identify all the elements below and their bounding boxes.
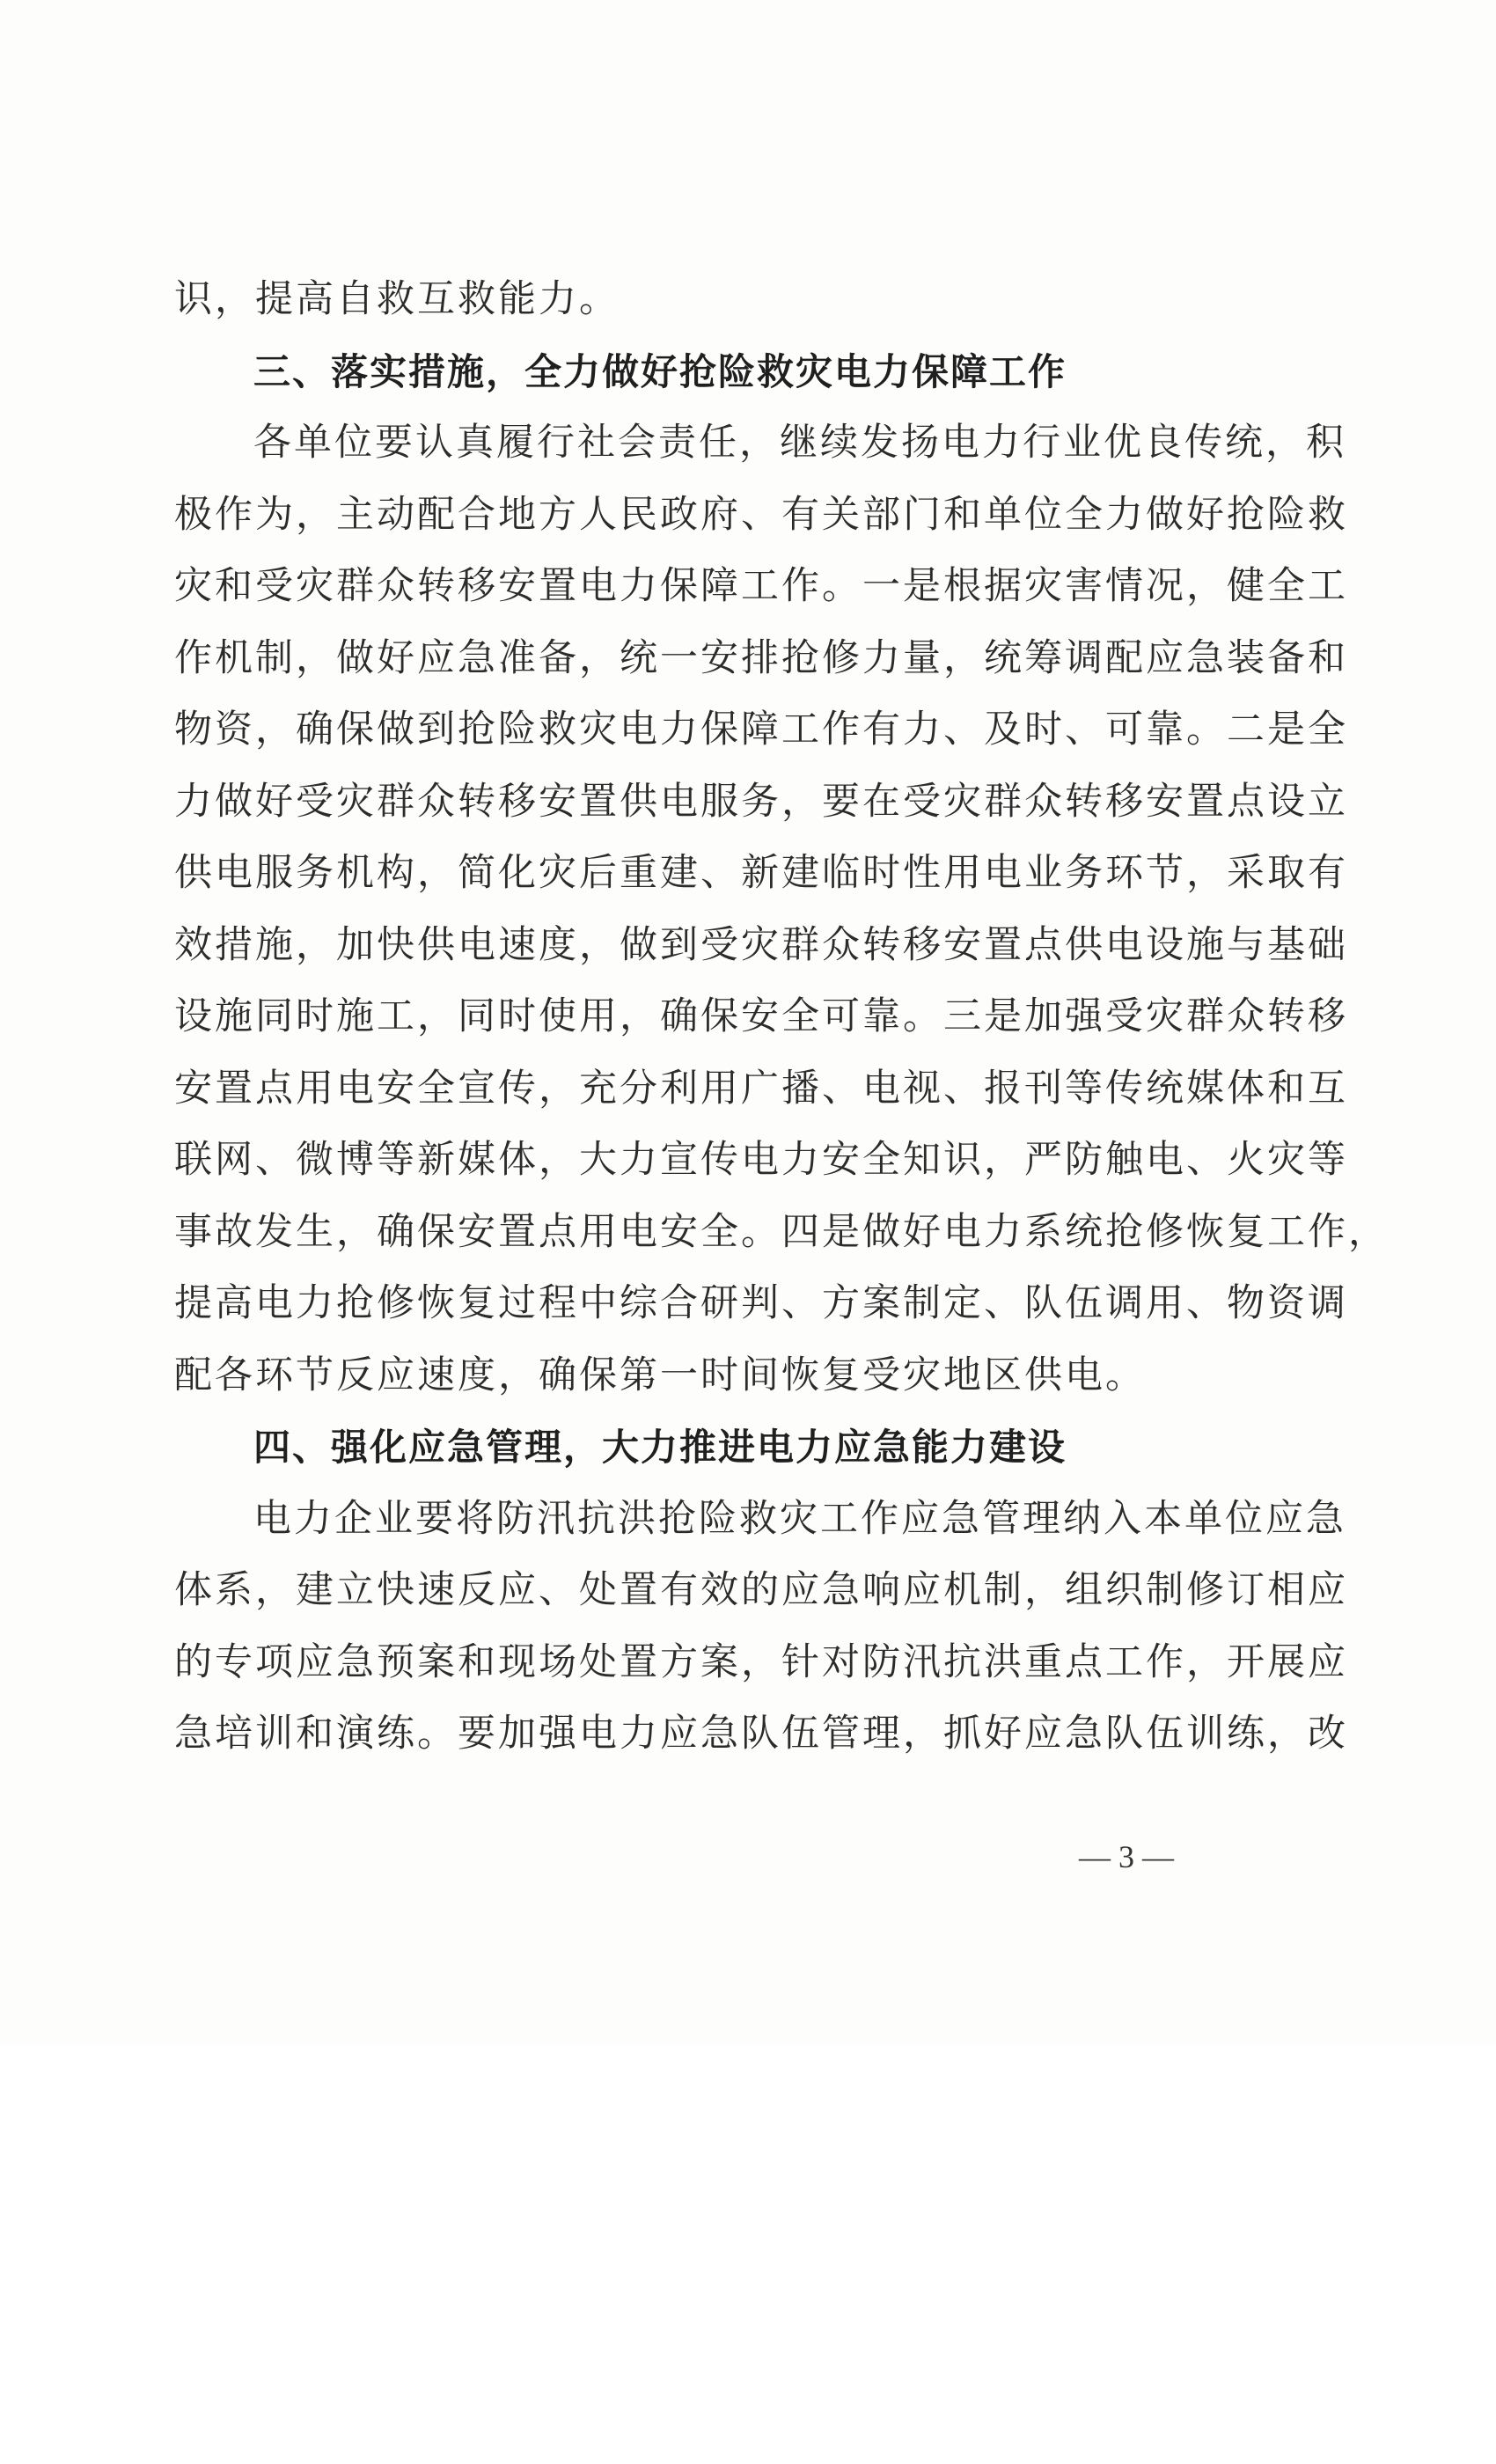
paragraph-line: 电力企业要将防汛抗洪抢险救灾工作应急管理纳入本单位应急: [253, 1496, 1346, 1541]
paragraph-line: 的专项应急预案和现场处置方案，针对防汛抗洪重点工作，开展应: [174, 1639, 1348, 1684]
paragraph-line: 各单位要认真履行社会责任，继续发扬电力行业优良传统，积: [253, 421, 1346, 465]
paragraph-line: 识，提高自救互救能力。: [174, 277, 620, 321]
paragraph-line: 效措施，加快供电速度，做到受灾群众转移安置点供电设施与基础: [174, 922, 1348, 967]
paragraph-line: 物资，确保做到抢险救灾电力保障工作有力、及时、可靠。二是全: [174, 708, 1348, 752]
paragraph-line: 急培训和演练。要加强电力应急队伍管理，抓好应急队伍训练，改: [174, 1712, 1348, 1756]
paragraph-line: 事故发生，确保安置点用电安全。四是做好电力系统抢修恢复工作，: [174, 1209, 1389, 1254]
paragraph-line: 设施同时施工，同时使用，确保安全可靠。三是加强受灾群众转移: [174, 994, 1348, 1038]
paragraph-line: 灾和受灾群众转移安置电力保障工作。一是根据灾害情况，健全工: [174, 564, 1348, 608]
paragraph-line: 作机制，做好应急准备，统一安排抢修力量，统筹调配应急装备和: [174, 635, 1348, 680]
paragraph-line: 提高电力抢修恢复过程中综合研判、方案制定、队伍调用、物资调: [174, 1281, 1348, 1325]
paragraph-line: 配各环节反应速度，确保第一时间恢复受灾地区供电。: [174, 1353, 1146, 1397]
paragraph-line: 安置点用电安全宣传，充分利用广播、电视、报刊等传统媒体和互: [174, 1066, 1348, 1111]
page-number: — 3 —: [1079, 1839, 1174, 1874]
paragraph-line: 联网、微博等新媒体，大力宣传电力安全知识，严防触电、火灾等: [174, 1138, 1348, 1182]
blank-bottom-area: [0, 2045, 1496, 2464]
paragraph-line: 极作为，主动配合地方人民政府、有关部门和单位全力做好抢险救: [174, 492, 1348, 537]
body-text: [174, 264, 1389, 1771]
paragraph-line: 力做好受灾群众转移安置供电服务，要在受灾群众转移安置点设立: [174, 779, 1348, 824]
section-heading-3: 三、落实措施，全力做好抢险救灾电力保障工作: [253, 349, 1067, 393]
section-heading-4: 四、强化应急管理，大力推进电力应急能力建设: [253, 1426, 1067, 1469]
paragraph-line: 体系，建立快速反应、处置有效的应急响应机制，组织制修订相应: [174, 1568, 1348, 1612]
paragraph-line: 供电服务机构，简化灾后重建、新建临时性用电业务环节，采取有: [174, 851, 1348, 895]
